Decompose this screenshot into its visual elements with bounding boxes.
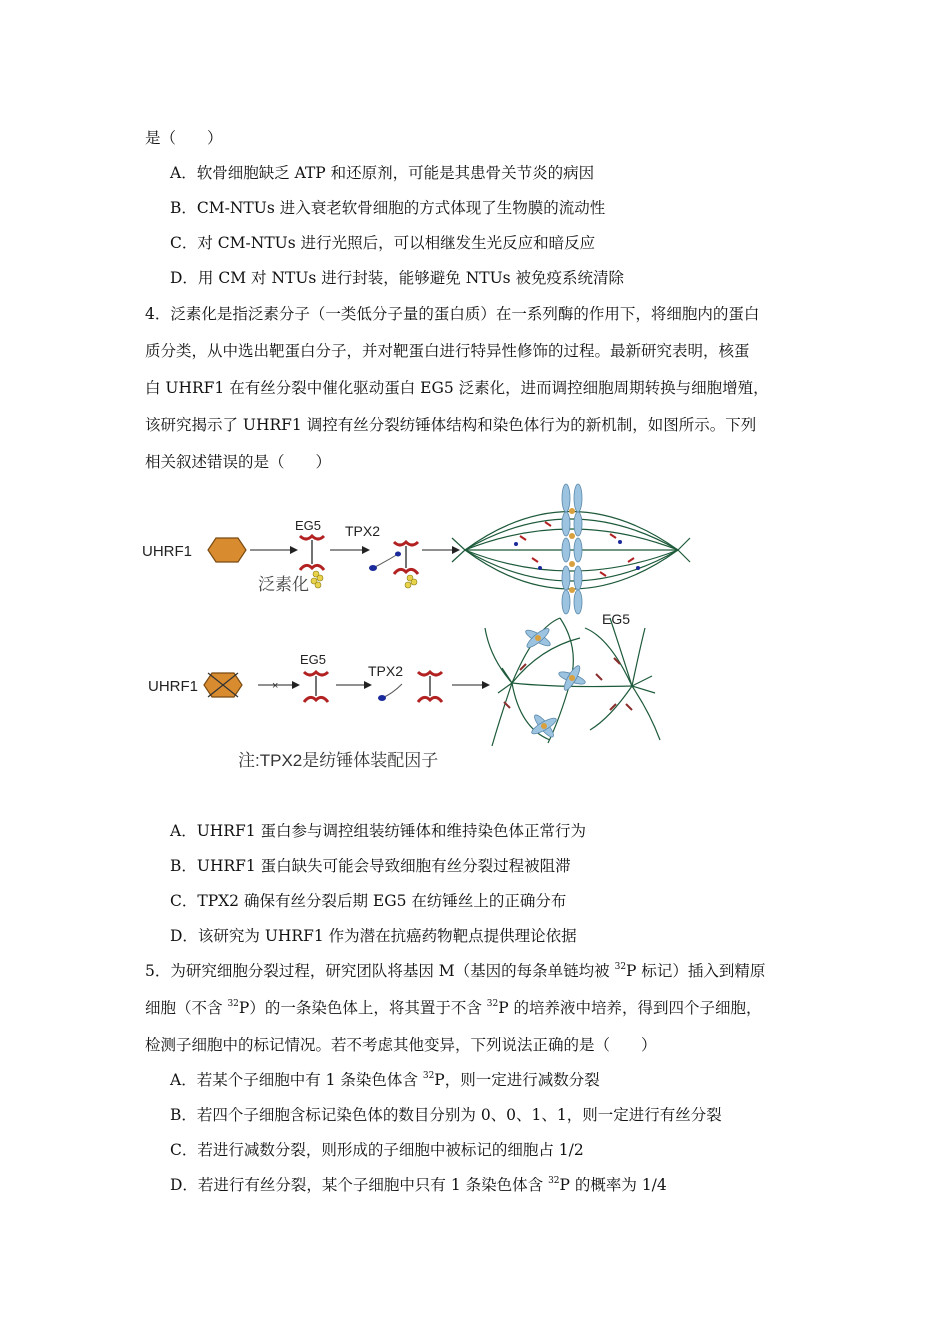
- q4-stem-line-4: 该研究揭示了 UHRF1 调控有丝分裂纺锤体结构和染色体行为的新机制，如图所示。下列: [145, 416, 757, 434]
- bottom-eg5-label: EG5: [300, 652, 327, 667]
- bottom-eg5-protein: [304, 672, 328, 702]
- q3-stem-tail: 是（ ）: [145, 129, 223, 147]
- bottom-arrow-2-head: [364, 681, 372, 689]
- normal-spindle-chromosomes: [562, 484, 582, 614]
- bottom-arrow-1-head: [292, 681, 300, 689]
- q3-option-b: B．CM-NTUs 进入衰老软骨细胞的方式体现了生物膜的流动性: [170, 199, 606, 217]
- top-arrow-2-head: [362, 546, 370, 554]
- bottom-arrow-3-head: [482, 681, 490, 689]
- bottom-free-eg5: [418, 672, 442, 702]
- q4-option-b: B．UHRF1 蛋白缺失可能会导致细胞有丝分裂过程被阻滞: [170, 857, 571, 875]
- q3-option-a: A．软骨细胞缺乏 ATP 和还原剂，可能是其患骨关节炎的病因: [170, 164, 595, 182]
- top-uhrf1-label: UHRF1: [142, 543, 193, 560]
- q4-option-c: C．TPX2 确保有丝分裂后期 EG5 在纺锤丝上的正确分布: [170, 892, 567, 910]
- bottom-right-eg5-label: EG5: [602, 611, 631, 627]
- q3-option-c: C．对 CM-NTUs 进行光照后，可以相继发生光反应和暗反应: [170, 234, 596, 252]
- q4-stem-line-2: 质分类，从中选出靶蛋白分子，并对靶蛋白进行特异性修饰的过程。最新研究表明，核蛋: [145, 342, 750, 360]
- q5-option-c: C．若进行减数分裂，则形成的子细胞中被标记的细胞占 1/2: [170, 1141, 584, 1159]
- q4-stem-line-3: 白 UHRF1 在有丝分裂中催化驱动蛋白 EG5 泛素化，进而调控细胞周期转换与细胞增殖，: [145, 379, 769, 397]
- q4-stem-line-1: 4．泛素化是指泛素分子（一类低分子量的蛋白质）在一系列酶的作用下，将细胞内的蛋白: [145, 305, 760, 323]
- ubiquitination-label: 泛素化: [258, 575, 309, 594]
- q5-option-a: A．若某个子细胞中有 1 条染色体含 $^{32}$P，则一定进行减数分裂: [170, 1071, 600, 1089]
- q5-stem-line-1: 5．为研究细胞分裂过程，研究团队将基因 M（基因的每条单链均被 $^{32}$P 标记）插入到精原: [145, 962, 766, 980]
- figure-note: 注:TPX2是纺锤体装配因子: [238, 751, 439, 770]
- q4-option-d: D．该研究为 UHRF1 作为潜在抗癌药物靶点提供理论依据: [170, 927, 577, 945]
- uhrf1-mechanism-figure: [140, 478, 720, 778]
- blocked-cross-mark: ×: [272, 680, 279, 692]
- top-eg5-tpx2-complex: [369, 542, 418, 588]
- q5-option-d: D．若进行有丝分裂，某个子细胞中只有 1 条染色体含 $^{32}$P 的概率为 1/4: [170, 1176, 667, 1194]
- q3-option-d: D．用 CM 对 NTUs 进行封装，能够避免 NTUs 被免疫系统清除: [170, 269, 625, 287]
- q4-option-a: A．UHRF1 蛋白参与调控组装纺锤体和维持染色体正常行为: [170, 822, 586, 840]
- top-tpx2-label: TPX2: [345, 523, 381, 539]
- top-eg5-protein: [300, 536, 324, 570]
- normal-spindle: [452, 512, 690, 590]
- q5-stem-line-2: 细胞（不含 $^{32}$P）的一条染色体上，将其置于不含 $^{32}$P 的培养液中培养，得到四个子细胞，: [145, 999, 762, 1017]
- top-eg5-label: EG5: [295, 518, 322, 533]
- top-ubiquitin-chain: [311, 571, 323, 588]
- top-arrow-3-head: [452, 546, 460, 554]
- q4-stem-line-5: 相关叙述错误的是（ ）: [145, 453, 332, 471]
- abnormal-spindle-chromosomes: [524, 626, 587, 739]
- bottom-tpx2-label: TPX2: [368, 663, 404, 679]
- bottom-uhrf1-label: UHRF1: [148, 678, 199, 695]
- uhrf1-hexagon: [208, 538, 246, 562]
- bottom-free-tpx2: [378, 684, 402, 701]
- q5-option-b: B．若四个子细胞含标记染色体的数目分别为 0、0、1、1，则一定进行有丝分裂: [170, 1106, 722, 1124]
- q5-stem-line-3: 检测子细胞中的标记情况。若不考虑其他变异，下列说法正确的是（ ）: [145, 1036, 657, 1054]
- top-arrow-1-head: [290, 546, 298, 554]
